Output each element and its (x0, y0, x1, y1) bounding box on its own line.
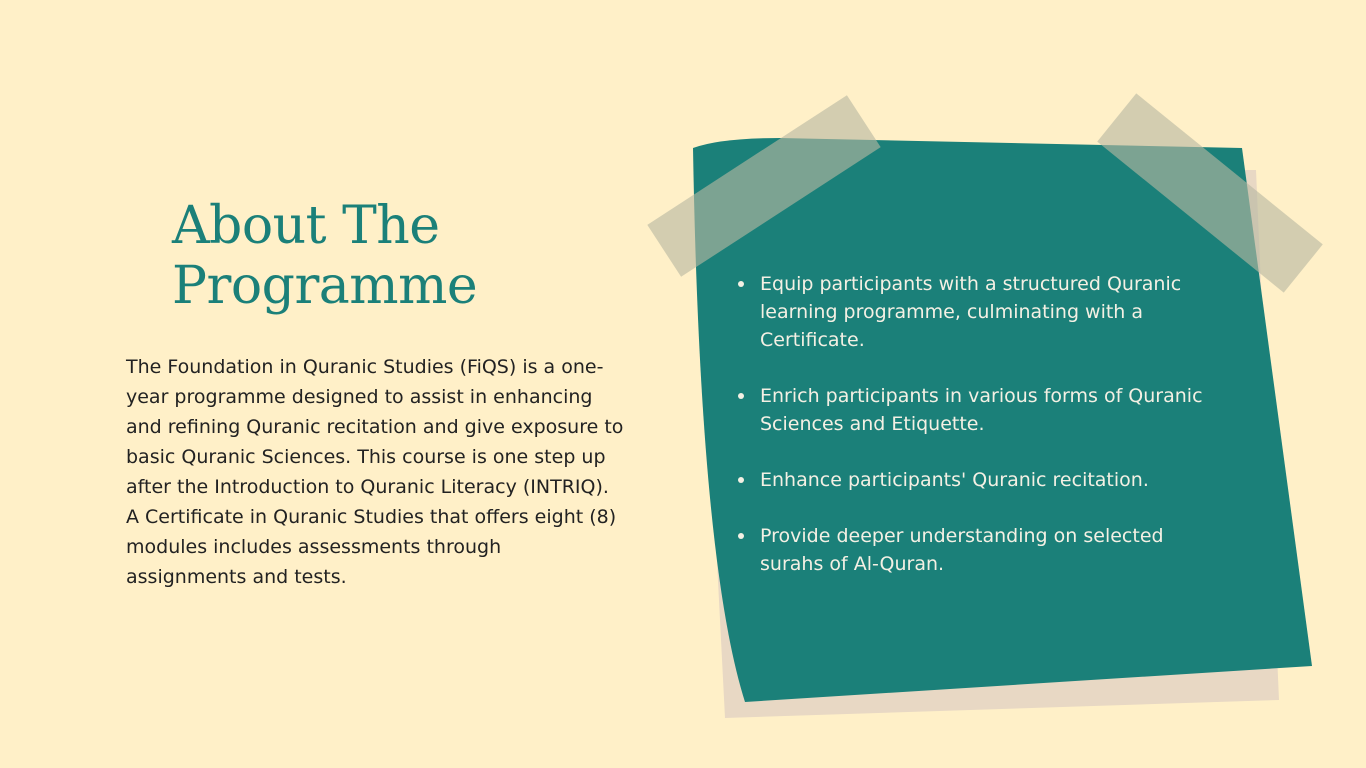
bullet-icon (738, 477, 744, 483)
bullet-icon (738, 533, 744, 539)
goal-text: Enhance participants' Quranic recitation. (760, 469, 1149, 491)
programme-description: The Foundation in Quranic Studies (FiQS) is a one-year programme designed to assist in enhancing and refining Quranic recitation and give exposure to basic Quranic Sciences. This course is one step up after the Introduction to Quranic Literacy (INTRIQ). A Certificate in Quranic Studies that offers eight (8) modules includes assessments through assignments and tests. (126, 356, 624, 588)
goal-item (736, 382, 1226, 438)
page-title-line-2: Programme (172, 256, 478, 316)
goal-text: Enrich participants in various forms of Quranic Sciences and Etiquette. (760, 385, 1203, 435)
bullet-icon (738, 393, 744, 399)
goal-item (736, 522, 1226, 578)
programme-goals-list (736, 270, 1226, 606)
goal-text: Equip participants with a structured Quranic learning programme, culminating with a Certificate. (760, 273, 1182, 351)
goal-text: Provide deeper understanding on selected surahs of Al-Quran. (760, 525, 1164, 575)
page-title-line-1: About The (172, 196, 440, 256)
goal-item (736, 270, 1226, 354)
goal-item (736, 466, 1226, 494)
bullet-icon (738, 281, 744, 287)
